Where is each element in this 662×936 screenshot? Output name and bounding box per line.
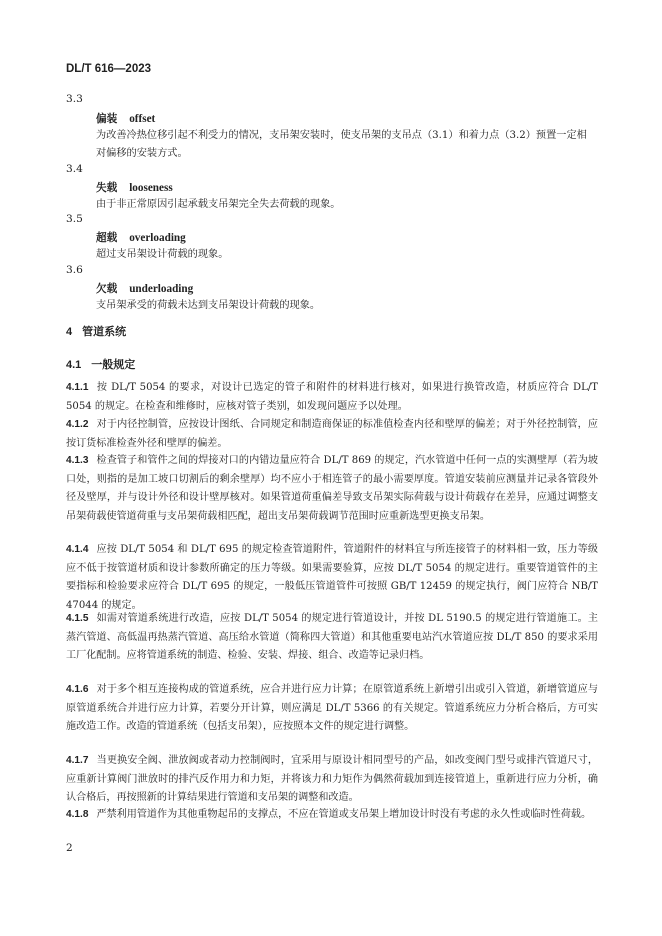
clause-number: 4.1.4 — [66, 544, 89, 555]
term-definition: 支吊架承受的荷载未达到支吊架设计荷载的现象。 — [96, 300, 321, 311]
clause — [66, 681, 598, 737]
clause — [66, 379, 598, 416]
term-english: overloading — [129, 232, 186, 244]
clause — [66, 806, 598, 825]
term-definition: 为改善冷热位移引起不利受力的情况，支吊架安装时，使支吊架的支吊点（3.1）和着力点（3.2）预置一定相对偏移的安装方式。 — [96, 130, 587, 159]
clause-number: 4.1.1 — [66, 382, 89, 393]
term-number: 3.5 — [66, 213, 83, 225]
term-number: 3.4 — [66, 163, 83, 175]
clause — [66, 452, 598, 526]
section-number: 4 — [66, 326, 73, 338]
clause-number: 4.1.3 — [66, 455, 89, 466]
term-number: 3.6 — [66, 264, 83, 276]
clause-text: 如需对管道系统进行改造，应按 DL/T 5054 的规定进行管道设计，并按 DL 5190.5 的规定进行管道施工。主蒸汽管道、高低温再热蒸汽管道、高压给水管道（简称四大管道）和其他重要电站汽水管道应按 DL/T 850 的要求采用工厂化配制。应将管道系统的制造、检验、安装、焊接、组合、改造等记录归档。 — [66, 613, 598, 661]
document-code-header: DL/T 616—2023 — [66, 63, 152, 75]
clause-number: 4.1.7 — [66, 755, 89, 766]
subsection-heading — [66, 356, 135, 372]
section-heading — [66, 323, 126, 339]
term-chinese: 失载 — [96, 182, 118, 194]
page-number: 2 — [66, 842, 73, 854]
term-english: underloading — [129, 283, 194, 295]
clause-text: 对于多个相互连接构成的管道系统，应合并进行应力计算；在原管道系统上新增引出或引入管道，新增管道应与原管道系统合并进行应力计算，若要分开计算，则应满足 DL/T 5366 的有关规定。管道系统应力分析合格后，方可实施改造工作。改造的管道系统（包括支吊架），应按照本文件的规定进行调整。 — [66, 684, 598, 732]
clause — [66, 541, 598, 615]
clause-number: 4.1.5 — [66, 613, 89, 624]
term-chinese: 超载 — [96, 232, 118, 244]
clause-text: 检查管子和管件之间的焊接对口的内错边量应符合 DL/T 869 的规定，汽水管道中任何一点的实测壁厚（若为坡口处，则指的是加工坡口切割后的剩余壁厚）均不应小于相连管子的最小需要厚度。管道安装前应测量并记录各管段外径及壁厚，并与设计外径和设计壁厚核对。如果管道荷重偏差导致支吊架实际荷载与设计荷载存在差异，应通过调整支吊架荷载使管道荷重与支吊架荷载相匹配，超出支吊架荷载调节范围时应重新选型更换支吊架。 — [66, 455, 598, 522]
clause-text: 应按 DL/T 5054 和 DL/T 695 的规定检查管道附件，管道附件的材料宜与所连接管子的材料相一致，压力等级应不低于按管道材质和设计参数所确定的压力等级。如果需要验算，应按 DL/T 5054 的规定进行。重要管道管件的主要指标和检验要求应符合 DL/T 695 的规定，一般低压管道管件可按照 GB/T 12459 的规定执行，阀门应符合 NB/T 47044 的规定。 — [66, 544, 598, 611]
section-title: 管道系统 — [82, 326, 127, 338]
clause-number: 4.1.6 — [66, 684, 89, 695]
term-heading — [96, 230, 186, 245]
clause — [66, 610, 598, 666]
term-heading — [96, 180, 173, 195]
clause-text: 严禁利用管道作为其他重物起吊的支撑点，不应在管道或支吊架上增加设计时没有考虑的永久性或临时性荷载。 — [96, 809, 592, 820]
term-english: offset — [129, 113, 156, 125]
subsection-title: 一般规定 — [91, 359, 136, 371]
term-heading — [96, 281, 193, 296]
clause-number: 4.1.2 — [66, 419, 89, 430]
term-definition: 由于非正常原因引起承载支吊架完全失去荷载的现象。 — [96, 199, 341, 210]
clause-text: 按 DL/T 5054 的要求，对设计已选定的管子和附件的材料进行核对，如果进行换管改造，材质应符合 DL/T 5054 的规定。在检查和维修时，应核对管子类别，如发现问题应予以处理。 — [66, 382, 598, 412]
term-definition: 超过支吊架设计荷载的现象。 — [96, 249, 229, 260]
subsection-number: 4.1 — [66, 359, 82, 371]
clause-text: 当更换安全阀、泄放阀或者动力控制阀时，宜采用与原设计相同型号的产品，如改变阀门型号或排汽管道尺寸，应重新计算阀门泄放时的排汽反作用力和力矩，并将该力和力矩作为偶然荷载加到连接管道上，重新进行应力分析，确认合格后，再按照新的计算结果进行管道和支吊架的调整和改造。 — [66, 755, 598, 803]
clause — [66, 752, 598, 808]
term-chinese: 欠载 — [96, 283, 118, 295]
clause — [66, 416, 598, 453]
term-number: 3.3 — [66, 93, 83, 105]
clause-number: 4.1.8 — [66, 809, 89, 820]
term-chinese: 偏装 — [96, 113, 118, 125]
term-heading — [96, 111, 155, 126]
clause-text: 对于内径控制管，应按设计图纸、合同规定和制造商保证的标准值检查内径和壁厚的偏差；对于外径控制管，应按订货标准检查外径和壁厚的偏差。 — [66, 419, 598, 449]
term-english: looseness — [129, 182, 173, 194]
